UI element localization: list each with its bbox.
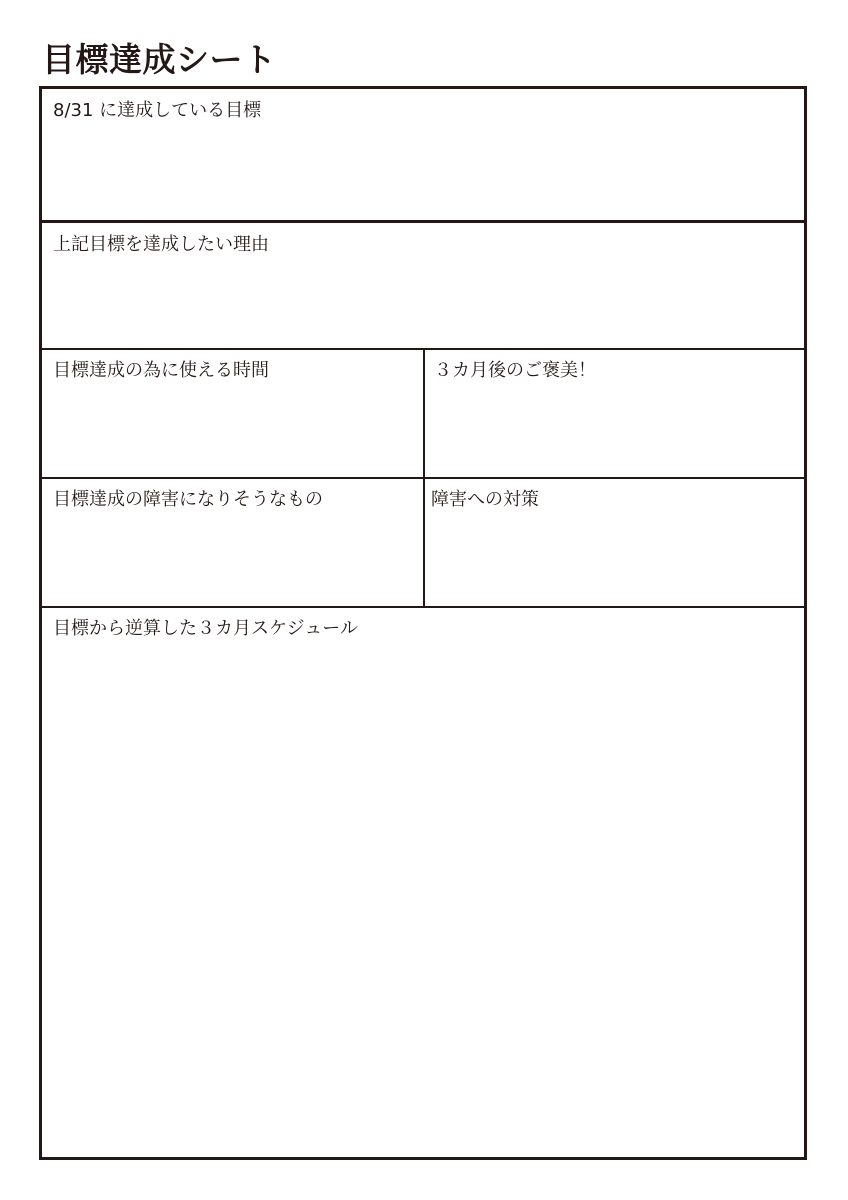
obstacles-box[interactable] bbox=[42, 478, 423, 606]
reward-box[interactable] bbox=[425, 349, 804, 477]
goal-box[interactable] bbox=[42, 89, 804, 220]
worksheet-frame bbox=[39, 86, 807, 1160]
countermeasures-box[interactable] bbox=[425, 478, 804, 606]
goal-label: 8/31 に達成している目標 bbox=[53, 100, 262, 121]
reason-label: 上記目標を達成したい理由 bbox=[53, 234, 269, 255]
available-time-label: 目標達成の為に使える時間 bbox=[53, 360, 269, 381]
schedule-label: 目標から逆算した３カ月スケジュール bbox=[53, 618, 358, 639]
obstacles-label: 目標達成の障害になりそうなもの bbox=[53, 489, 323, 510]
countermeasures-label: 障害への対策 bbox=[431, 489, 539, 510]
available-time-box[interactable] bbox=[42, 349, 423, 477]
reason-box[interactable] bbox=[42, 223, 804, 348]
schedule-box[interactable] bbox=[42, 607, 804, 1157]
sheet-title: 目標達成シート bbox=[42, 40, 277, 79]
reward-label: ３カ月後のご褒美！ bbox=[434, 360, 596, 381]
